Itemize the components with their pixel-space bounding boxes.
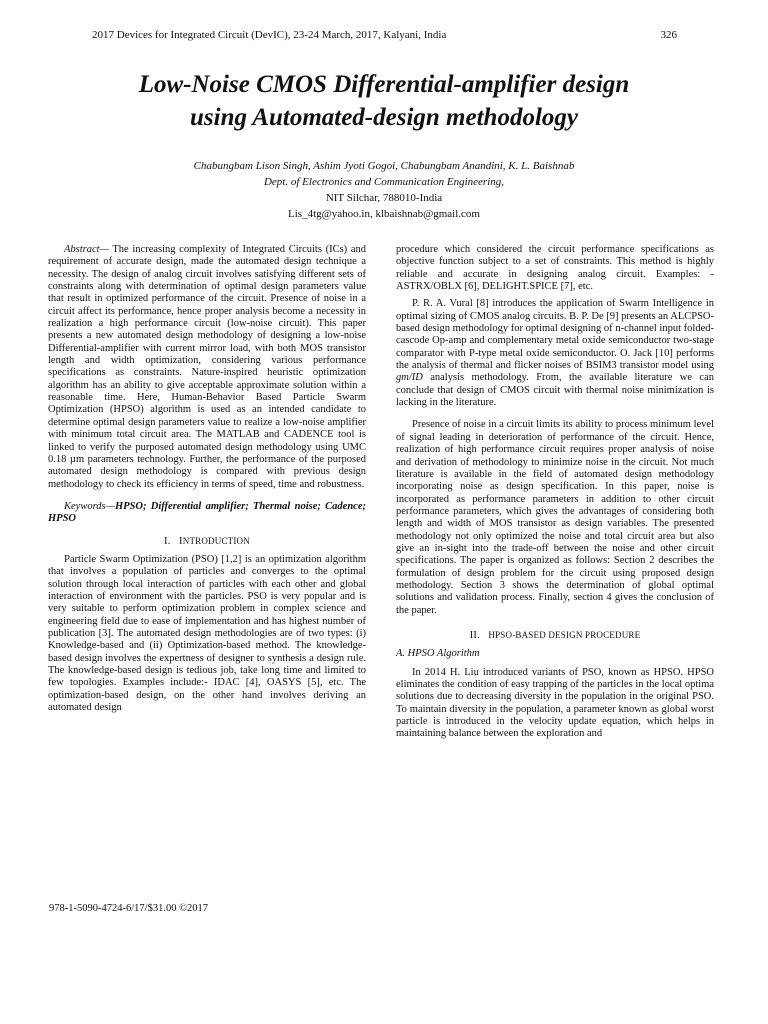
section2-title: HPSO-BASED DESIGN PROCEDURE xyxy=(488,629,641,640)
intro-paragraph-3b: analysis methodology. From, the available literature we can conclude that design of CMOS circuit with thermal noise minimization is lacking in the literature. xyxy=(396,372,714,409)
section2-number: II. xyxy=(469,629,480,641)
left-column xyxy=(48,244,366,714)
conference-info: 2017 Devices for Integrated Circuit (DevIC), 23-24 March, 2017, Kalyani, India xyxy=(92,29,447,41)
section-number: I. xyxy=(164,535,171,547)
abstract-text: The increasing complexity of Integrated Circuits (ICs) and requirement of accurate design, made the automated design technique a necessity. The design of analog circuit involves satisfying different sets of constraints along with determination of optimal design parameters value that result in optimized performance of the circuit. Presence of noise in a circuit affect its performance, hence proper analysis become a necessity in realization a high performance circuit (low-noise circuit). This paper presents a new automated design methodology of designing a low-noise Differential-amplifier with current mirror load, with both MOS transistor length and width optimization, considering various performance specifications as constraints. Nature-inspired heuristic optimization algorithm has an ability to give acceptable approximate solution within a reasonable time. Here, Human-Behavior Based Particle Swarm Optimization (HPSO) algorithm is used as an intended candidate to determine optimal design parameters value to realize a low-noise amplifier with minimum total circuit area. The MATLAB and CADENCE tool is linked to verify the purposed automated design methodology using UMC 0.18 µm parameters technology. Further, the performance of the purposed automated design methodology is compared with previous design methodology to check its efficiency in terms of speed, time and robustness. xyxy=(48,244,366,490)
keywords-label: Keywords— xyxy=(64,500,115,512)
author-block xyxy=(84,158,684,222)
section-title-rest: NTRODUCTION xyxy=(182,535,250,546)
author-names: Chabungbam Lison Singh, Ashim Jyoti Gogoi, Chabungbam Anandini, K. L. Baishnab xyxy=(193,160,575,172)
intro-paragraph-4: Presence of noise in a circuit limits its ability to process minimum level of signal leading in deterioration of performance of the circuit. Hence, realization of high performance circuit requires proper analysis of noise and derivation of methodology to minimize noise in the circuit. Not much literature is available in the field of automated design methodology incorporating noise as design specification. In this paper, noise is incorporated as performance parameters in addition to other circuit performance parameters, which gives the advantages of considering both length and width of MOS transistor as design variables. The presented methodology not only optimized the noise and total circuit area but also give an in-sight into the trade-off between the noise and other circuit specifications. The paper is organized as follows: Section 2 describes the formulation of design problem for the circuit using proposed design methodology. Section 3 shows the determination of global optimal solutions and validation process. Finally, section 4 gives the conclusion of the paper. xyxy=(396,419,714,616)
section-heading-introduction xyxy=(48,535,366,548)
intro-paragraph-3a: P. R. A. Vural [8] introduces the application of Swarm Intelligence in optimal sizing of CMOS analog circuits. B. P. De [9] presents an ALCPSO-based design methodology for optimal designing of n-channel input folded-cascode Op-amp and complementary metal oxide semiconductor two-stage comparator with P-type metal oxide semiconductor. O. Jack [10] performs the analysis of thermal and flicker noises of BSIM3 transistor model using xyxy=(396,298,714,372)
author-institute: NIT Silchar, 788010-India xyxy=(325,192,443,204)
page-number: 326 xyxy=(660,29,677,41)
paper-title xyxy=(20,68,748,134)
author-department: Dept. of Electronics and Communication Engineering, xyxy=(263,176,505,188)
intro-paragraph-2: procedure which considered the circuit performance specifications as objective function subject to a set of constraints. This method is highly reliable and accurate in designing analog circuit. Examples: - ASTRX/OBLX [6], DELIGHT.SPICE [7], etc. xyxy=(396,244,714,293)
abstract xyxy=(48,244,366,491)
keywords xyxy=(48,501,366,526)
subsection-heading-hpso-algorithm: A. HPSO Algorithm xyxy=(396,648,480,660)
right-column xyxy=(396,244,714,741)
section-heading-hpso xyxy=(396,629,714,642)
section-first-letter: I xyxy=(179,535,183,547)
footer-isbn: 978-1-5090-4724-6/17/$31.00 ©2017 xyxy=(49,903,209,914)
abstract-label: Abstract— xyxy=(64,244,109,255)
author-emails: Lis_4tg@yahoo.in, klbaishnab@gmail.com xyxy=(288,208,480,220)
title-line-1: Low-Noise CMOS Differential-amplifier design xyxy=(138,71,630,98)
hpso-paragraph-1: In 2014 H. Liu introduced variants of PSO, known as HPSO. HPSO eliminates the condition of easy trapping of the particles in the local optima solutions due to decreasing diversity in the population in the original PSO. To maintain diversity in the population, a parameter known as global worst particle is introduced in the velocity update equation, which helps in maintaining balance between the exploration and xyxy=(396,666,714,740)
gm-id-expression: gm/ID xyxy=(396,372,423,384)
title-line-2: using Automated-design methodology xyxy=(189,104,578,131)
intro-paragraph-1: Particle Swarm Optimization (PSO) [1,2] is an optimization algorithm that involves a population of particles and converges to the optimal solution through local interaction of particles with each other and global interaction of environment with the particles. PSO is very popular and is very suitable to perform optimization problem in complex science and engineering field due to ease of implementation and has highest number of publication [3]. The automated design methodologies are of two types: (i) Knowledge-based and (ii) Optimization-based method. The knowledge-based design involves the expertness of designer to synthesis a design rule. The knowledge-based design is tedious job, take long time and limited to few topologies. Examples include:- IDAC [4], OASYS [5], etc. The optimization-based design, on the other hand involves deriving an automated design xyxy=(48,553,366,714)
intro-paragraph-3 xyxy=(396,298,714,409)
keywords-text: HPSO; Differential amplifier; Thermal noise; Cadence; HPSO xyxy=(48,500,366,525)
